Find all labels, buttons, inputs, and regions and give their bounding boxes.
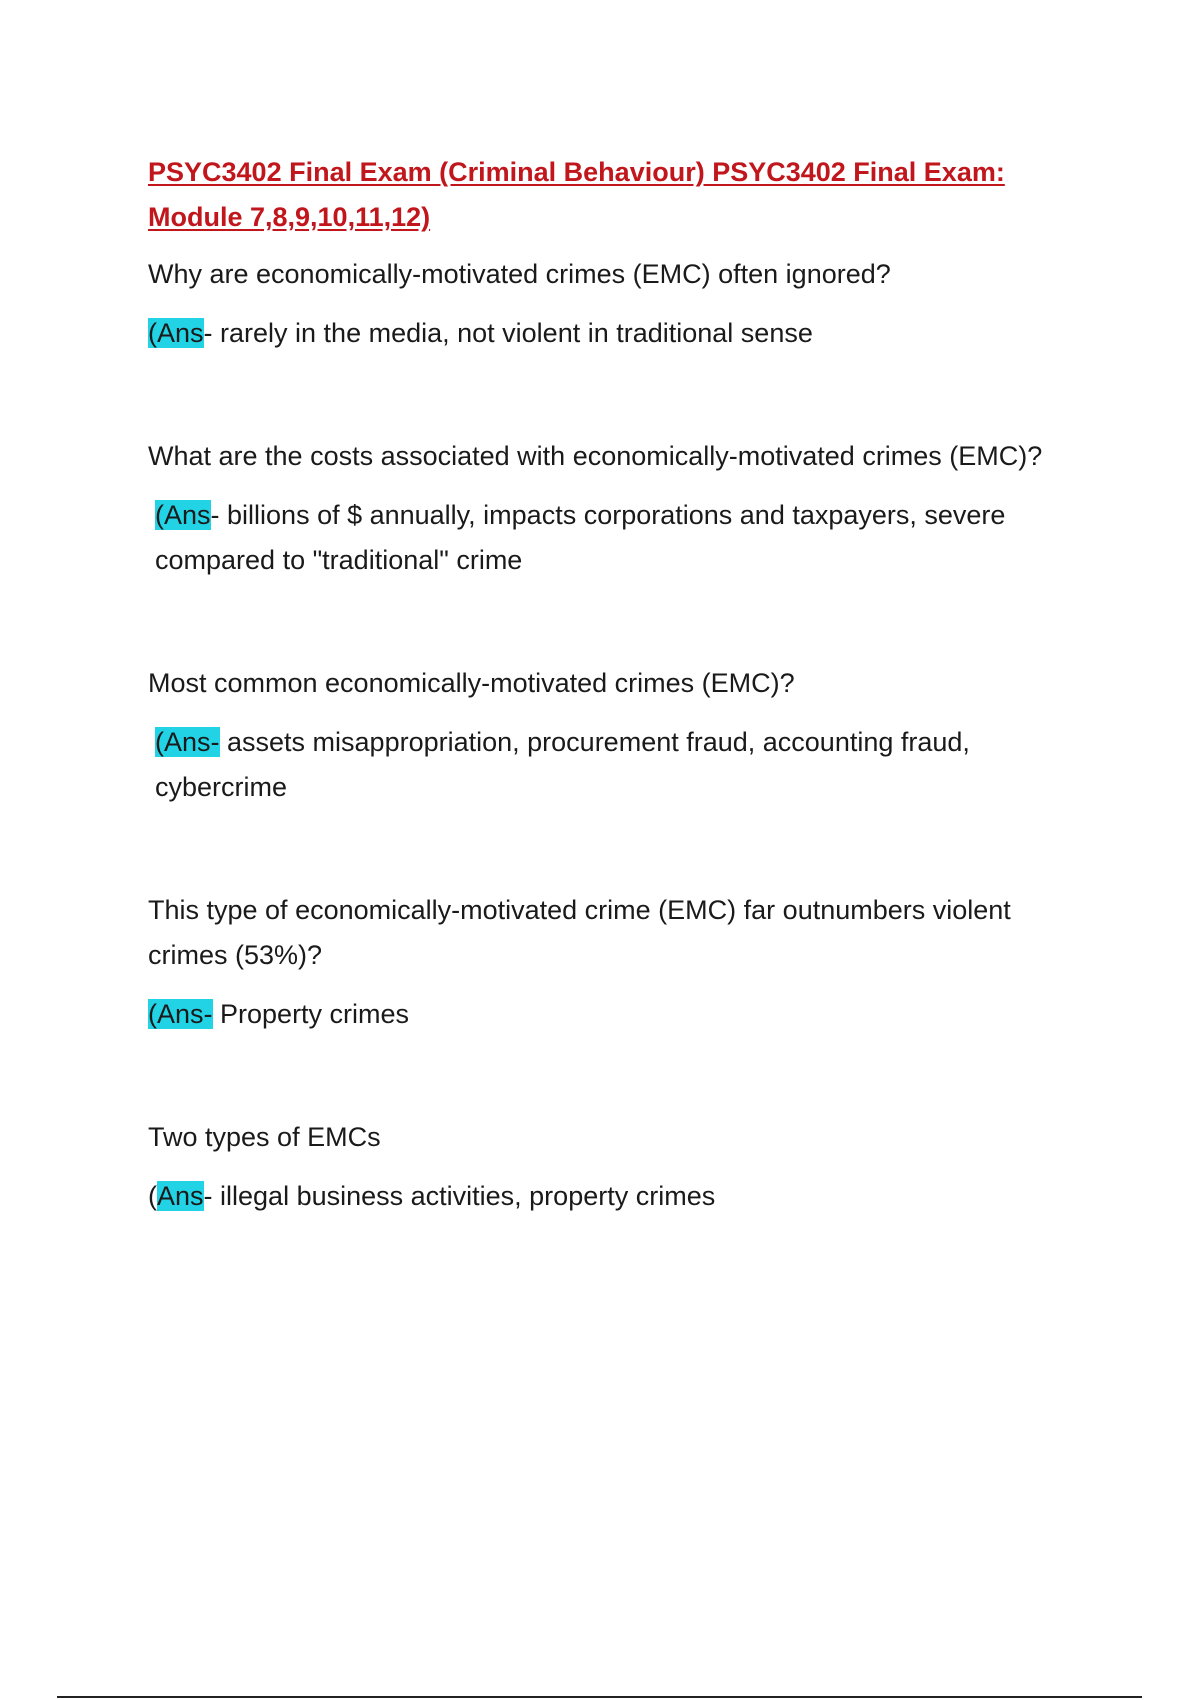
answer-highlight: (Ans — [148, 318, 204, 348]
answer-text — [148, 311, 1088, 356]
answer-body: - rarely in the media, not violent in traditional sense — [203, 318, 813, 348]
answer-body: Property crimes — [212, 999, 410, 1029]
answer-highlight: (Ans- — [148, 999, 213, 1029]
qa-item — [148, 888, 1088, 1037]
answer-highlight: (Ans — [155, 500, 211, 530]
answer-highlight: Ans — [157, 1181, 204, 1211]
qa-item — [148, 661, 1088, 810]
qa-item — [148, 1115, 1088, 1219]
question-text: What are the costs associated with economically-motivated crimes (EMC)? — [148, 441, 1043, 471]
answer-body: - billions of $ annually, impacts corporations and taxpayers, severe compared to "traditional" crime — [155, 500, 1006, 575]
answer-body: assets misappropriation, procurement fraud, accounting fraud, cybercrime — [155, 727, 970, 802]
document-title: PSYC3402 Final Exam (Criminal Behaviour) PSYC3402 Final Exam: Module 7,8,9,10,11,12) — [148, 157, 1005, 232]
qa-item — [148, 252, 1088, 356]
answer-text — [148, 720, 1088, 810]
answer-highlight: (Ans- — [155, 727, 220, 757]
page-bottom-rule — [57, 1696, 1142, 1698]
question-text: Two types of EMCs — [148, 1122, 381, 1152]
answer-text — [148, 493, 1088, 583]
answer-open-paren: ( — [148, 1181, 157, 1211]
question-text: This type of economically-motivated crime (EMC) far outnumbers violent crimes (53%)? — [148, 895, 1011, 970]
answer-body: - illegal business activities, property crimes — [203, 1181, 716, 1211]
qa-item — [148, 434, 1088, 583]
answer-text — [148, 1174, 1088, 1219]
question-text: Most common economically-motivated crimes (EMC)? — [148, 668, 795, 698]
question-text: Why are economically-motivated crimes (EMC) often ignored? — [148, 259, 891, 289]
answer-text — [148, 992, 1088, 1037]
document-content — [148, 150, 1088, 1297]
